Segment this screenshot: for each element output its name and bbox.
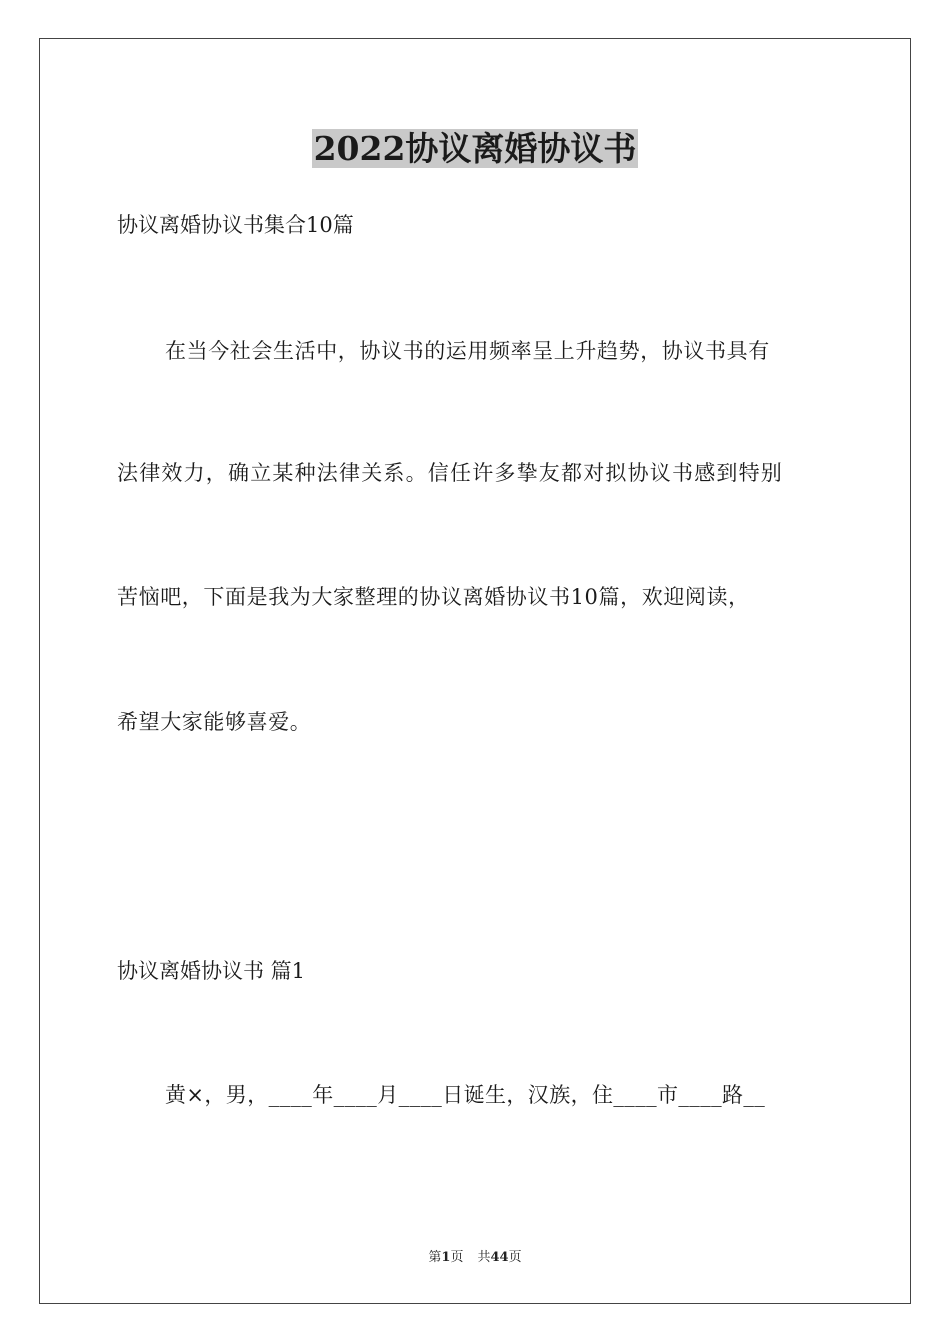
- footer-current-page: 1: [441, 1250, 451, 1265]
- document-title: [0, 127, 950, 171]
- footer-total-prefix: 共: [477, 1250, 491, 1265]
- section-first-line: 黄×，男，____年____月____日诞生，汉族，住____市____路__: [165, 1083, 766, 1107]
- document-title-text: 2022协议离婚协议书: [313, 129, 637, 168]
- footer-total-suffix: 页: [508, 1250, 522, 1265]
- page-footer: [0, 1249, 950, 1267]
- intro-line-3: 苦恼吧，下面是我为大家整理的协议离婚协议书10篇，欢迎阅读，: [117, 585, 750, 609]
- footer-total-pages: 44: [490, 1250, 509, 1265]
- footer-page-suffix: 页: [450, 1250, 464, 1265]
- intro-line-2: 法律效力，确立某种法律关系。信任许多挚友都对拟协议书感到特别: [117, 461, 783, 485]
- intro-line-1: 在当今社会生活中，协议书的运用频率呈上升趋势，协议书具有: [165, 339, 770, 363]
- footer-page-prefix: 第: [428, 1250, 442, 1265]
- document-subtitle: 协议离婚协议书集合10篇: [117, 213, 354, 237]
- section-heading: 协议离婚协议书 篇1: [117, 959, 306, 983]
- intro-line-4: 希望大家能够喜爱。: [117, 710, 312, 734]
